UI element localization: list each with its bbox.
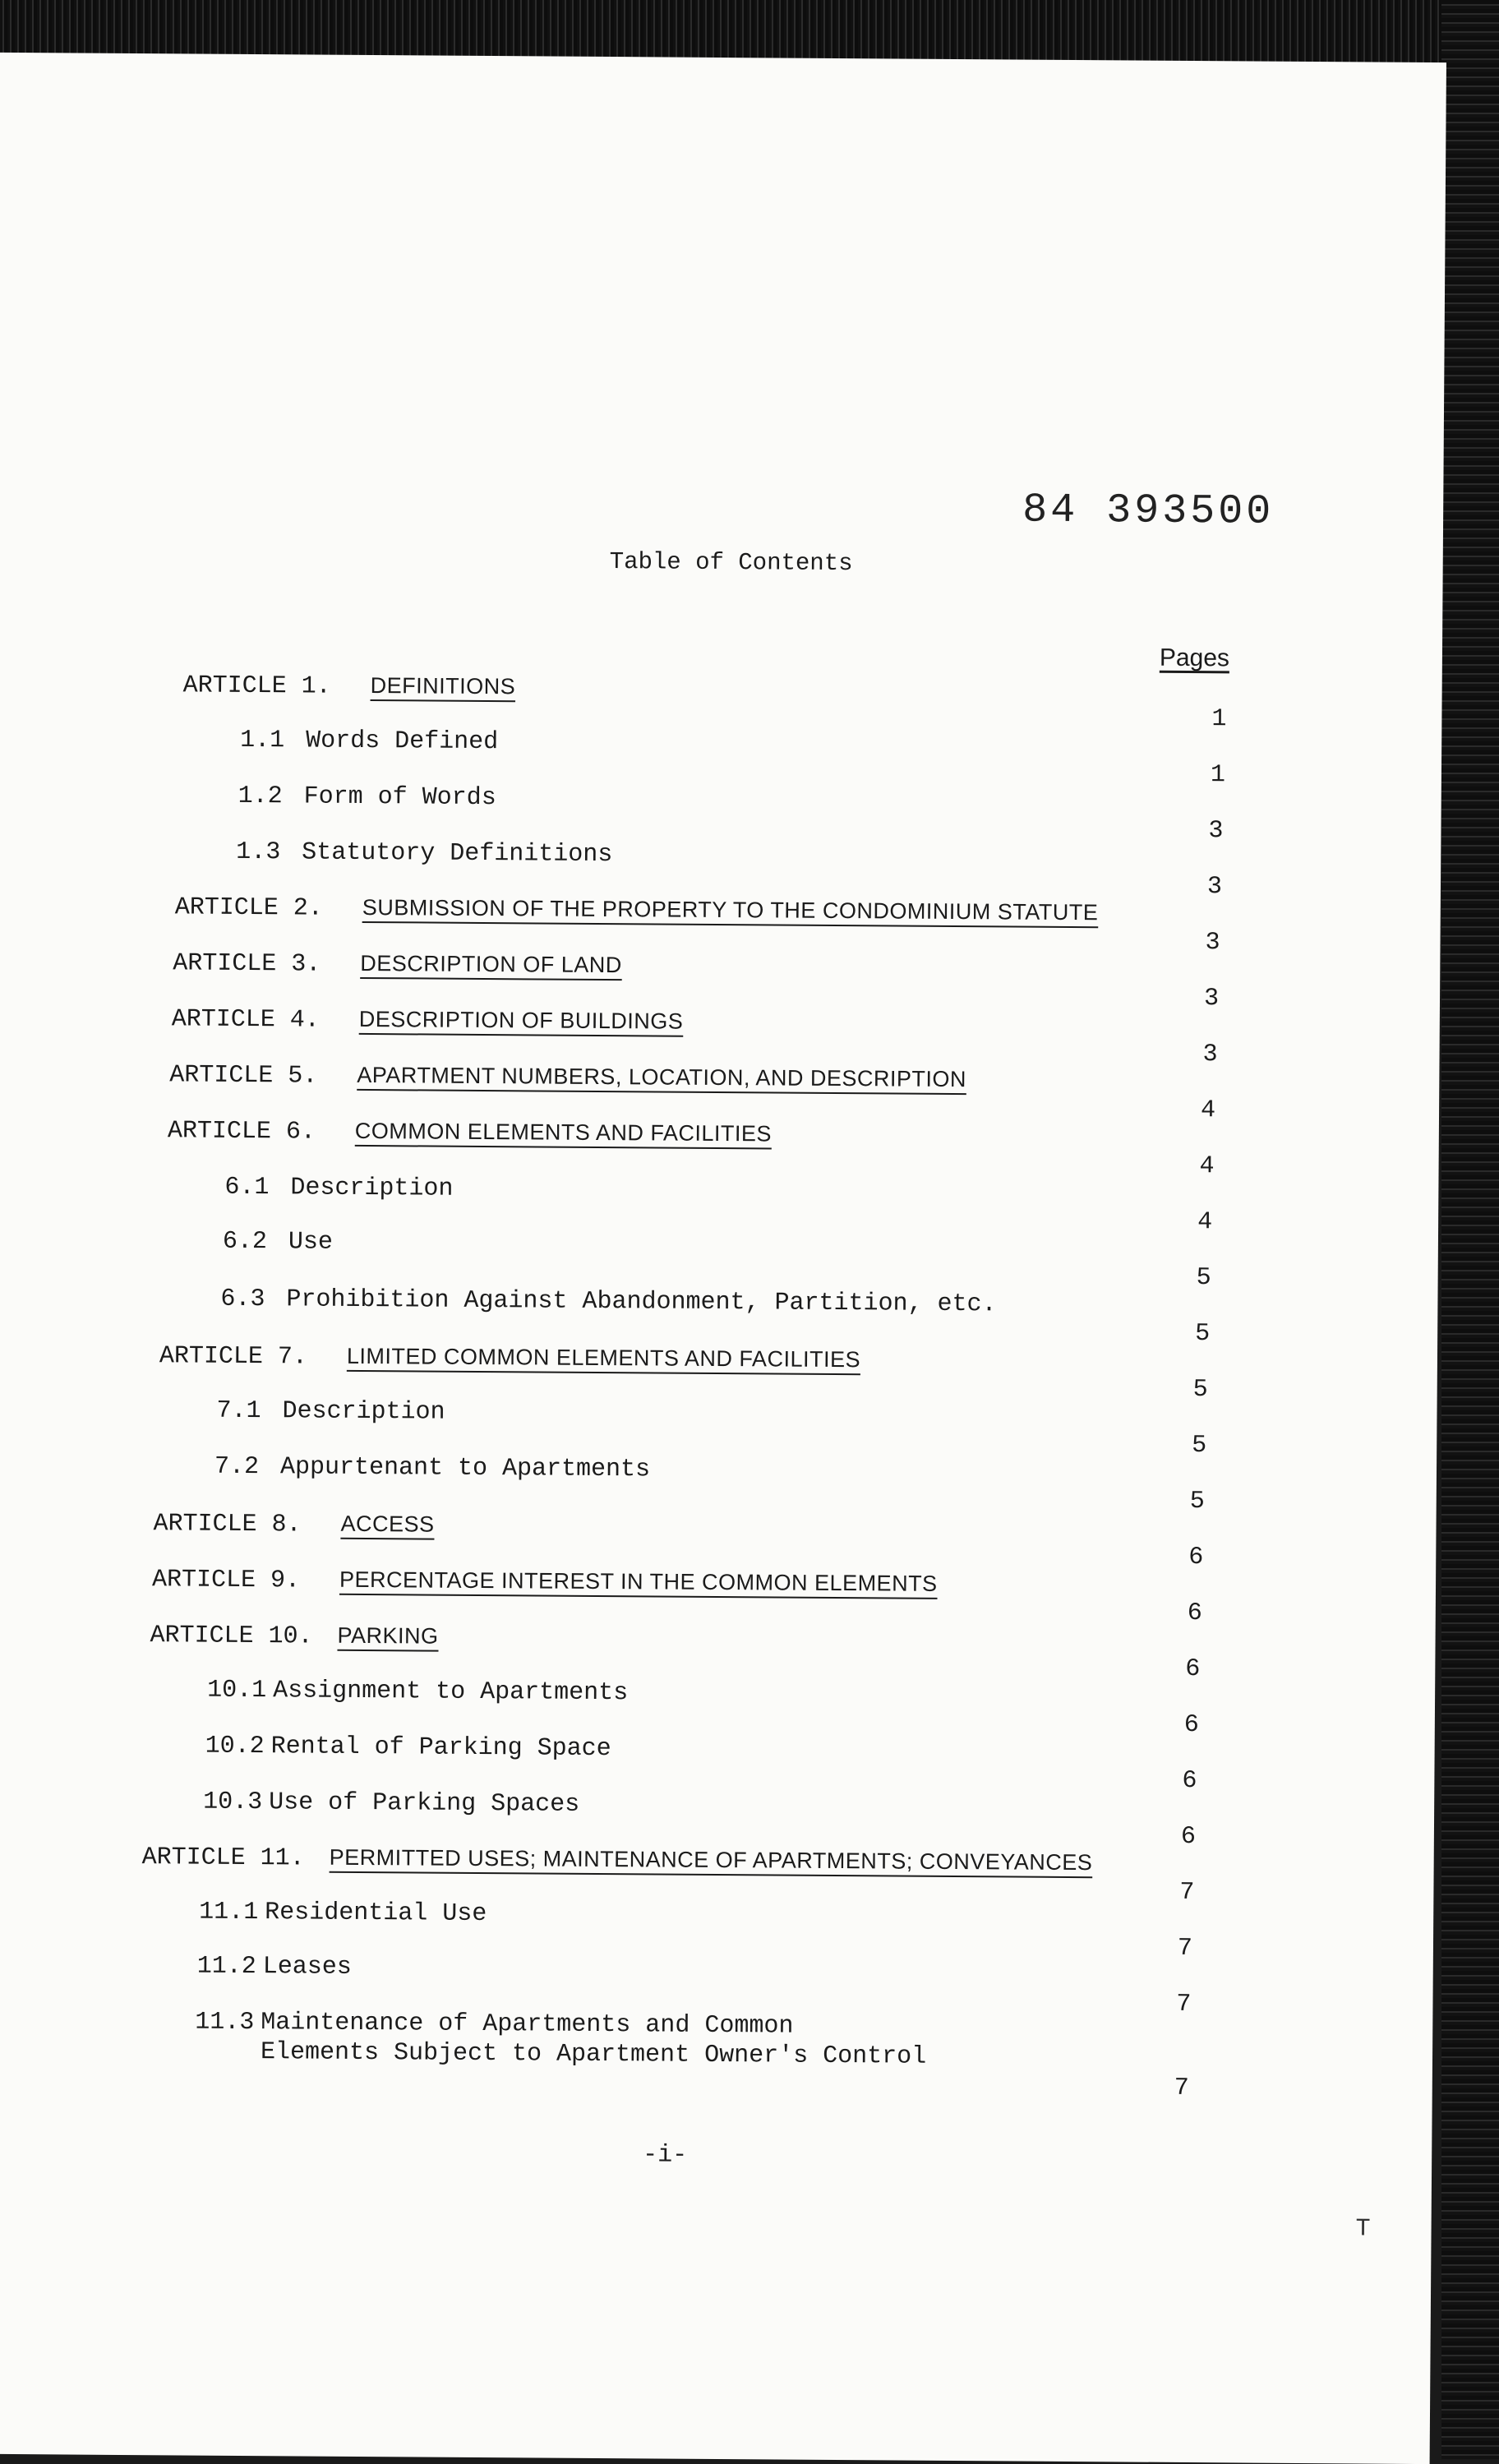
- toc-page-number: 7: [1176, 1990, 1192, 2019]
- toc-entry-title: ACCESS: [340, 1511, 435, 1537]
- toc-entry-title: Description: [290, 1174, 454, 1203]
- toc-page-number: 1: [1211, 705, 1227, 734]
- toc-page-number: 6: [1182, 1766, 1197, 1796]
- toc-entry-number: 1.2: [238, 782, 283, 811]
- toc-entry-number: 7.2: [214, 1452, 260, 1482]
- toc-entry-number: 11.2: [196, 1952, 256, 1982]
- page-folio: -i-: [643, 2141, 688, 2170]
- toc-entry-number: ARTICLE 10.: [150, 1622, 313, 1651]
- toc-entry-number: ARTICLE 9.: [151, 1566, 301, 1595]
- toc-page-number: 5: [1192, 1376, 1208, 1405]
- toc-entry-number: 6.1: [224, 1173, 270, 1202]
- toc-entry-title: APARTMENT NUMBERS, LOCATION, AND DESCRIPTION: [357, 1062, 967, 1092]
- toc-entry-number: 7.1: [216, 1396, 261, 1426]
- toc-entry-title: PARKING: [337, 1622, 439, 1649]
- toc-page-number: 5: [1189, 1488, 1205, 1516]
- toc-entry-title: Words Defined: [306, 727, 499, 757]
- toc-page-number: 6: [1188, 1543, 1204, 1572]
- toc-entry-title: Use of Parking Spaces: [269, 1788, 580, 1819]
- toc-entry-title: Form of Words: [303, 782, 496, 813]
- scan-border-right: [1441, 0, 1499, 2459]
- toc-entry-title: DESCRIPTION OF LAND: [360, 950, 622, 978]
- toc-entry-title: SUBMISSION OF THE PROPERTY TO THE CONDOMINIUM STATUTE: [362, 894, 1099, 925]
- toc-entry-number: ARTICLE 7.: [159, 1342, 308, 1372]
- toc-page-number: 6: [1187, 1599, 1202, 1628]
- toc-page-number: 4: [1197, 1208, 1213, 1237]
- toc-page-number: 4: [1200, 1096, 1216, 1125]
- toc-entry-number: 11.3: [195, 2008, 255, 2037]
- toc-page-number: 7: [1177, 1934, 1193, 1963]
- toc-entry-title: Statutory Definitions: [302, 838, 613, 870]
- toc-entry-title: Residential Use: [265, 1899, 487, 1929]
- toc-page-number: 3: [1202, 1041, 1218, 1069]
- toc-page-number: 6: [1180, 1822, 1197, 1852]
- toc-entry-number: ARTICLE 2.: [174, 893, 323, 923]
- toc-entry-number: ARTICLE 6.: [167, 1117, 316, 1147]
- toc-entry-number: 1.1: [240, 726, 285, 755]
- toc-entry-number: ARTICLE 8.: [153, 1510, 302, 1539]
- toc-entry-number: ARTICLE 5.: [169, 1061, 318, 1091]
- toc-entry-title: PERCENTAGE INTEREST IN THE COMMON ELEMENTS: [339, 1567, 938, 1596]
- document-page: [0, 53, 1446, 2464]
- corner-mark: T: [1355, 2215, 1371, 2244]
- page-title: Table of Contents: [609, 548, 853, 578]
- toc-page-number: 3: [1208, 817, 1224, 846]
- toc-entry-title: LIMITED COMMON ELEMENTS AND FACILITIES: [346, 1343, 861, 1373]
- pages-column-header: Pages: [1159, 644, 1230, 672]
- toc-entry-number: 11.1: [199, 1898, 259, 1927]
- toc-page-number: 5: [1192, 1432, 1207, 1460]
- toc-entry-number: 6.2: [222, 1227, 268, 1257]
- toc-entry-title: Rental of Parking Space: [270, 1733, 611, 1764]
- toc-entry-number: ARTICLE 3.: [173, 949, 321, 979]
- toc-entry-title: Assignment to Apartments: [272, 1677, 629, 1708]
- toc-page-number: 5: [1196, 1264, 1211, 1293]
- toc-entry-number: 1.3: [236, 837, 281, 867]
- toc-page-number: 5: [1195, 1320, 1211, 1349]
- toc-page-number: 3: [1205, 929, 1220, 957]
- toc-entry-title: Description: [282, 1397, 445, 1427]
- toc-entry-title: Use: [288, 1228, 334, 1257]
- toc-page-number: 4: [1199, 1152, 1215, 1181]
- toc-entry-title-continued: Elements Subject to Apartment Owner's Control: [260, 2038, 927, 2071]
- toc-entry-number: 6.3: [220, 1285, 265, 1314]
- toc-page-number: 1: [1210, 761, 1226, 790]
- toc-entry-title: DEFINITIONS: [370, 673, 516, 699]
- toc-page-number: 6: [1185, 1654, 1201, 1684]
- toc-page-number: 7: [1174, 2074, 1189, 2103]
- document-number: 84 393500: [1022, 487, 1275, 536]
- toc-entry-number: ARTICLE 11.: [141, 1843, 305, 1873]
- toc-page-number: 3: [1206, 873, 1223, 902]
- toc-entry-title: Appurtenant to Apartments: [279, 1453, 651, 1484]
- toc-entry-title: Maintenance of Apartments and Common: [261, 2009, 794, 2041]
- toc-page-number: 6: [1183, 1710, 1199, 1740]
- toc-entry-number: 10.2: [205, 1732, 265, 1761]
- toc-entry-number: 10.1: [206, 1676, 267, 1705]
- toc-page-number: 7: [1179, 1878, 1195, 1908]
- toc-entry-title: PERMITTED USES; MAINTENANCE OF APARTMENTS; CONVEYANCES: [329, 1844, 1093, 1876]
- toc-page-number: 3: [1203, 985, 1220, 1013]
- toc-entry-number: 10.3: [203, 1788, 263, 1817]
- toc-entry-title: COMMON ELEMENTS AND FACILITIES: [354, 1118, 773, 1147]
- toc-entry-title: DESCRIPTION OF BUILDINGS: [358, 1006, 684, 1034]
- toc-entry-title: Leases: [262, 1953, 352, 1982]
- toc-entry-title: Prohibition Against Abandonment, Partition, etc.: [286, 1285, 997, 1319]
- toc-entry-number: ARTICLE 4.: [171, 1005, 320, 1035]
- toc-entry-number: ARTICLE 1.: [182, 671, 331, 701]
